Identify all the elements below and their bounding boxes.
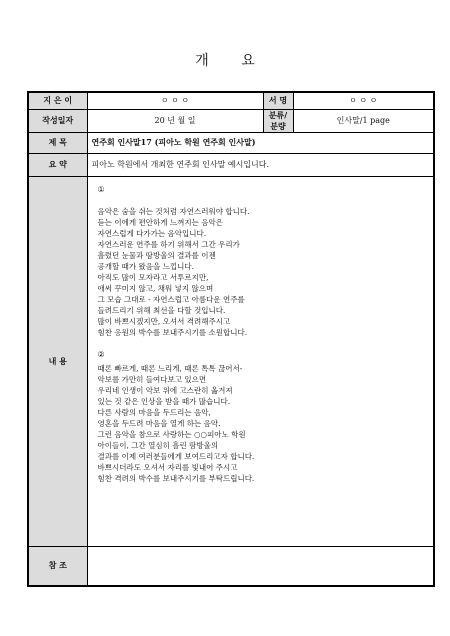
content-line: 애써 꾸미지 않고, 채워 넣지 않으며	[97, 283, 214, 293]
reference-label: 참 조	[28, 546, 87, 586]
signature-label: 서 명	[263, 92, 293, 109]
subject-label: 제 목	[28, 132, 87, 153]
content-line: 때론 빠르게, 때론 느리게, 때론 톡톡 끊어서-	[97, 363, 243, 373]
date-label: 작성일자	[28, 109, 87, 132]
overview-form-table	[27, 91, 435, 587]
content-line: 결과를 이제 여러분들에게 보여드리고자 합니다.	[97, 451, 255, 461]
content-line: 아이들이, 그간 열심히 흘린 땀방울의	[97, 440, 219, 450]
content-line: 자연스러운 연주를 하기 위해서 그간 우리가	[97, 239, 240, 249]
content-line: 음악은 숨을 쉬는 것처럼 자연스러워야 합니다.	[97, 206, 250, 216]
author-row	[28, 92, 434, 109]
document-title: 개 요	[195, 53, 269, 69]
paragraph-2	[98, 363, 424, 484]
content-line: 있는 것 같은 인상을 받을 때가 많습니다.	[97, 396, 231, 406]
classification-label: 분류/분량	[263, 109, 293, 132]
content-line: 아직도 많이 모자라고 서투르지만,	[97, 272, 209, 282]
summary-value: 피아노 학원에서 개최한 연주회 인사말 예시입니다.	[87, 153, 434, 176]
content-line: 많이 바쁘시겠지만, 오셔서 격려해주시고	[97, 316, 231, 326]
content-line: 악보를 가만히 들여다보고 있으면	[97, 374, 207, 384]
date-value: 20 년 월 일	[87, 109, 263, 132]
paragraph-1-number: ①	[97, 184, 105, 194]
content-line: 흘렸던 눈물과 땀방울의 결과를 이젠	[97, 250, 216, 260]
content-label: 내 용	[28, 176, 87, 546]
author-label: 지 은 이	[28, 92, 87, 109]
author-value: ㅇ ㅇ ㅇ	[87, 92, 263, 109]
summary-label: 요 약	[28, 153, 87, 176]
subject-row	[28, 132, 434, 153]
content-line: 힘찬 격려의 박수를 보내주시기를 부탁드립니다.	[97, 473, 255, 483]
signature-value: ㅇ ㅇ ㅇ	[293, 92, 434, 109]
content-line: 우리네 인생이 악보 위에 고스란히 옮겨져	[97, 385, 233, 395]
content-line: 바쁘시더라도 오셔서 자리를 빛내어 주시고	[97, 462, 238, 472]
content-line: 힘찬 응원의 박수를 보내주시기를 소원합니다.	[97, 327, 248, 337]
content-line: 영혼을 두드려 마음을 열게 하는 음악.	[97, 418, 221, 428]
content-line: 듣는 이에게 편안하게 느껴지는 음악은	[97, 217, 223, 227]
content-line: 공개할 때가 왔음을 느낍니다.	[97, 261, 194, 271]
paragraph-1	[98, 206, 424, 338]
summary-row	[28, 153, 434, 176]
content-row	[28, 176, 434, 546]
content-body	[87, 176, 434, 546]
content-line: 자연스럽게 다가가는 음악입니다.	[97, 228, 207, 238]
paragraph-2-number: ②	[97, 349, 105, 359]
reference-row	[28, 546, 434, 586]
classification-value: 인사말/1 page	[293, 109, 434, 132]
content-line: 들려드리기 위해 최선을 다할 것입니다.	[97, 305, 226, 315]
content-line: 그런 음악을 참으로 사랑하는 ○○피아노 학원	[97, 429, 246, 439]
content-line: 다른 사람의 마음을 두드리는 음악,	[97, 407, 211, 417]
subject-value: 연주회 인사말17 (피아노 학원 연주회 인사말)	[87, 132, 434, 153]
content-line: 그 모습 그대로 - 자연스럽고 아름다운 연주를	[97, 294, 245, 304]
reference-value	[87, 546, 434, 586]
date-row	[28, 109, 434, 132]
